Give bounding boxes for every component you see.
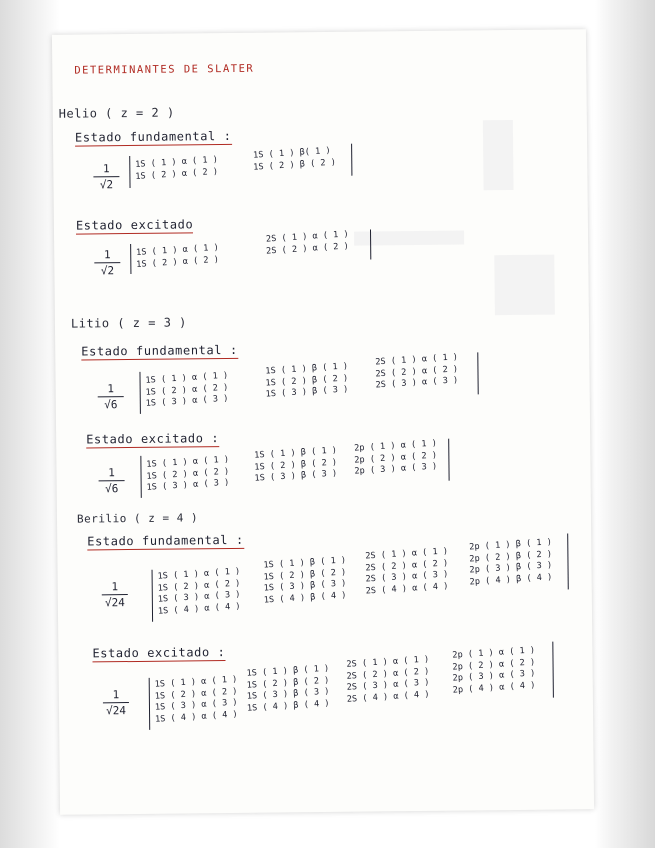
determinant-cell: 1S ( 1 ) β ( 1 ) xyxy=(263,555,347,571)
determinant-cell: 1S ( 1 ) β ( 1 ) xyxy=(265,361,349,377)
determinant-cell: 1S ( 3 ) β ( 3 ) xyxy=(254,468,338,484)
state-label-litio-fundamental: Estado fundamental : xyxy=(81,342,238,359)
determinant-cell: 2S ( 3 ) α ( 3 ) xyxy=(375,375,459,391)
determinant-cell: 1S ( 1 ) β ( 1 ) xyxy=(246,663,330,679)
element-heading-litio: Litio ( z = 3 ) xyxy=(70,315,187,331)
normalization-factor: $\frac{1}{√24}$ xyxy=(103,688,129,717)
determinant-left-bar xyxy=(140,456,141,498)
determinant-right-bar xyxy=(448,439,449,481)
determinant-column xyxy=(246,663,330,715)
determinant-left-bar xyxy=(130,244,131,274)
element-heading-helio: Helio ( z = 2 ) xyxy=(58,105,175,121)
determinant-column xyxy=(265,361,349,401)
determinant-column xyxy=(135,242,220,271)
determinant-right-bar xyxy=(477,352,478,394)
determinant-cell: 1S ( 2 ) α ( 2 ) xyxy=(157,578,241,594)
determinant-column xyxy=(452,645,536,697)
determinant-cell: 1S ( 3 ) α ( 3 ) xyxy=(157,589,241,605)
determinant-column xyxy=(145,370,229,410)
determinant-cell: 1S ( 1 ) β ( 1 ) xyxy=(253,445,338,461)
determinant-cell: 2p ( 1 ) β ( 1 ) xyxy=(468,537,553,553)
determinant-cell: 1S ( 2 ) α ( 2 ) xyxy=(146,466,230,482)
determinant-cell: 2p ( 4 ) α ( 4 ) xyxy=(452,679,536,696)
determinant-cell: 2S ( 2 ) α ( 2 ) xyxy=(265,240,350,257)
determinant-left-bar xyxy=(149,678,151,730)
page-title: DETERMINANTES DE SLATER xyxy=(74,62,255,77)
determinant-column xyxy=(353,438,438,478)
determinant-cell: 2S ( 2 ) α ( 2 ) xyxy=(375,363,459,379)
determinant-cell: 1S ( 1 ) β( 1 ) xyxy=(252,145,331,161)
determinant-cell: 1S ( 2 ) β ( 2 ) xyxy=(263,566,347,583)
determinant-cell: 2S ( 3 ) α ( 3 ) xyxy=(346,677,430,693)
determinant-cell: 2S ( 1 ) α ( 1 ) xyxy=(365,546,449,562)
determinant-column xyxy=(154,674,239,726)
determinant-cell: 1S ( 2 ) β ( 2 ) xyxy=(265,372,349,389)
determinant-cell: 2S ( 1 ) α ( 1 ) xyxy=(265,229,349,245)
determinant-column xyxy=(365,546,449,598)
normalization-factor: $\frac{1}{√6}$ xyxy=(98,382,124,411)
determinant-cell: 2p ( 1 ) α ( 1 ) xyxy=(452,645,536,661)
state-label-litio-excitado: Estado excitado : xyxy=(86,431,220,447)
determinant-cell: 2p ( 3 ) β ( 3 ) xyxy=(469,560,553,576)
determinant-column xyxy=(263,555,347,607)
determinant-column xyxy=(375,352,459,392)
determinant-cell: 1S ( 3 ) α ( 3 ) xyxy=(145,393,229,409)
determinant-cell: 1S ( 4 ) α ( 4 ) xyxy=(157,601,241,617)
determinant-cell: 1S ( 1 ) α ( 1 ) xyxy=(134,154,219,170)
determinant-column xyxy=(253,445,338,485)
determinant-cell: 1S ( 1 ) α ( 1 ) xyxy=(146,454,230,470)
show-through-mark xyxy=(494,255,555,316)
determinant-cell: 2p ( 2 ) β ( 2 ) xyxy=(469,548,553,564)
show-through-mark xyxy=(483,120,514,190)
determinant-right-bar xyxy=(567,533,569,589)
determinant-cell: 1S ( 2 ) β ( 2 ) xyxy=(254,457,338,473)
determinant-cell: 1S ( 3 ) α ( 3 ) xyxy=(146,477,230,493)
determinant-right-bar xyxy=(351,144,352,176)
determinant-cell: 1S ( 1 ) α ( 1 ) xyxy=(145,370,229,386)
determinant-cell: 1S ( 3 ) β ( 3 ) xyxy=(265,384,349,400)
determinant-cell: 1S ( 1 ) α ( 1 ) xyxy=(135,242,220,258)
determinant-cell: 1S ( 2 ) β ( 2 ) xyxy=(246,675,330,691)
element-heading-berilio: Berilio ( z = 4 ) xyxy=(76,511,199,526)
determinant-column xyxy=(157,566,241,618)
state-label-berilio-excitado: Estado excitado : xyxy=(92,645,226,661)
state-label-helio-excitado: Estado excitado xyxy=(75,217,194,233)
determinant-cell: 2S ( 2 ) α ( 2 ) xyxy=(365,557,449,574)
determinant-cell: 2S ( 3 ) α ( 3 ) xyxy=(365,569,449,585)
determinant-cell: 2S ( 1 ) α ( 1 ) xyxy=(346,654,430,670)
notebook-sheet xyxy=(52,29,594,815)
normalization-factor: $\frac{1}{√24}$ xyxy=(102,580,128,609)
determinant-cell: 1S ( 2 ) α ( 2 ) xyxy=(154,686,238,702)
determinant-right-bar xyxy=(552,642,554,698)
determinant-cell: 2S ( 2 ) α ( 2 ) xyxy=(346,666,430,682)
determinant-left-bar xyxy=(152,570,154,622)
determinant-column xyxy=(146,454,230,494)
determinant-cell: 2S ( 4 ) α ( 4 ) xyxy=(346,689,430,705)
determinant-column xyxy=(346,654,430,706)
determinant-cell: 2S ( 1 ) α ( 1 ) xyxy=(375,352,459,368)
determinant-cell: 1S ( 3 ) α ( 3 ) xyxy=(154,697,238,713)
normalization-factor: $\frac{1}{√6}$ xyxy=(98,466,124,495)
determinant-cell: 1S ( 3 ) β ( 3 ) xyxy=(246,686,330,702)
determinant-column xyxy=(265,229,350,258)
determinant-column xyxy=(134,154,219,183)
determinant-column xyxy=(252,145,337,174)
determinant-cell: 1S ( 2 ) β ( 2 ) xyxy=(252,157,337,173)
determinant-cell: 2S ( 4 ) α ( 4 ) xyxy=(365,580,449,597)
state-label-helio-fundamental: Estado fundamental : xyxy=(74,128,232,145)
determinant-cell: 2p ( 1 ) α ( 1 ) xyxy=(353,438,438,454)
determinant-cell: 1S ( 1 ) α ( 1 ) xyxy=(157,566,241,582)
determinant-cell: 1S ( 4 ) α ( 4 ) xyxy=(154,709,239,725)
determinant-cell: 2p ( 3 ) α ( 3 ) xyxy=(452,668,536,684)
determinant-cell: 1S ( 4 ) β ( 4 ) xyxy=(263,589,347,606)
determinant-cell: 1S ( 4 ) β ( 4 ) xyxy=(246,698,330,714)
determinant-cell: 2p ( 2 ) α ( 2 ) xyxy=(452,656,536,673)
determinant-cell: 2p ( 2 ) α ( 2 ) xyxy=(354,449,438,466)
determinant-cell: 1S ( 2 ) α ( 2 ) xyxy=(135,166,219,182)
determinant-left-bar xyxy=(129,156,130,188)
determinant-cell: 2p ( 3 ) α ( 3 ) xyxy=(354,461,438,477)
determinant-column xyxy=(468,537,553,589)
determinant-cell: 1S ( 2 ) α ( 2 ) xyxy=(145,382,229,398)
determinant-cell: 1S ( 2 ) α ( 2 ) xyxy=(135,254,220,270)
determinant-left-bar xyxy=(139,372,140,414)
determinant-cell: 1S ( 1 ) α ( 1 ) xyxy=(154,674,238,690)
normalization-factor: $\frac{1}{√2}$ xyxy=(93,162,119,191)
normalization-factor: $\frac{1}{√2}$ xyxy=(94,248,120,277)
state-label-berilio-fundamental: Estado fundamental : xyxy=(87,532,244,549)
determinant-cell: 2p ( 4 ) β ( 4 ) xyxy=(469,571,553,587)
determinant-cell: 1S ( 3 ) β ( 3 ) xyxy=(263,578,347,594)
